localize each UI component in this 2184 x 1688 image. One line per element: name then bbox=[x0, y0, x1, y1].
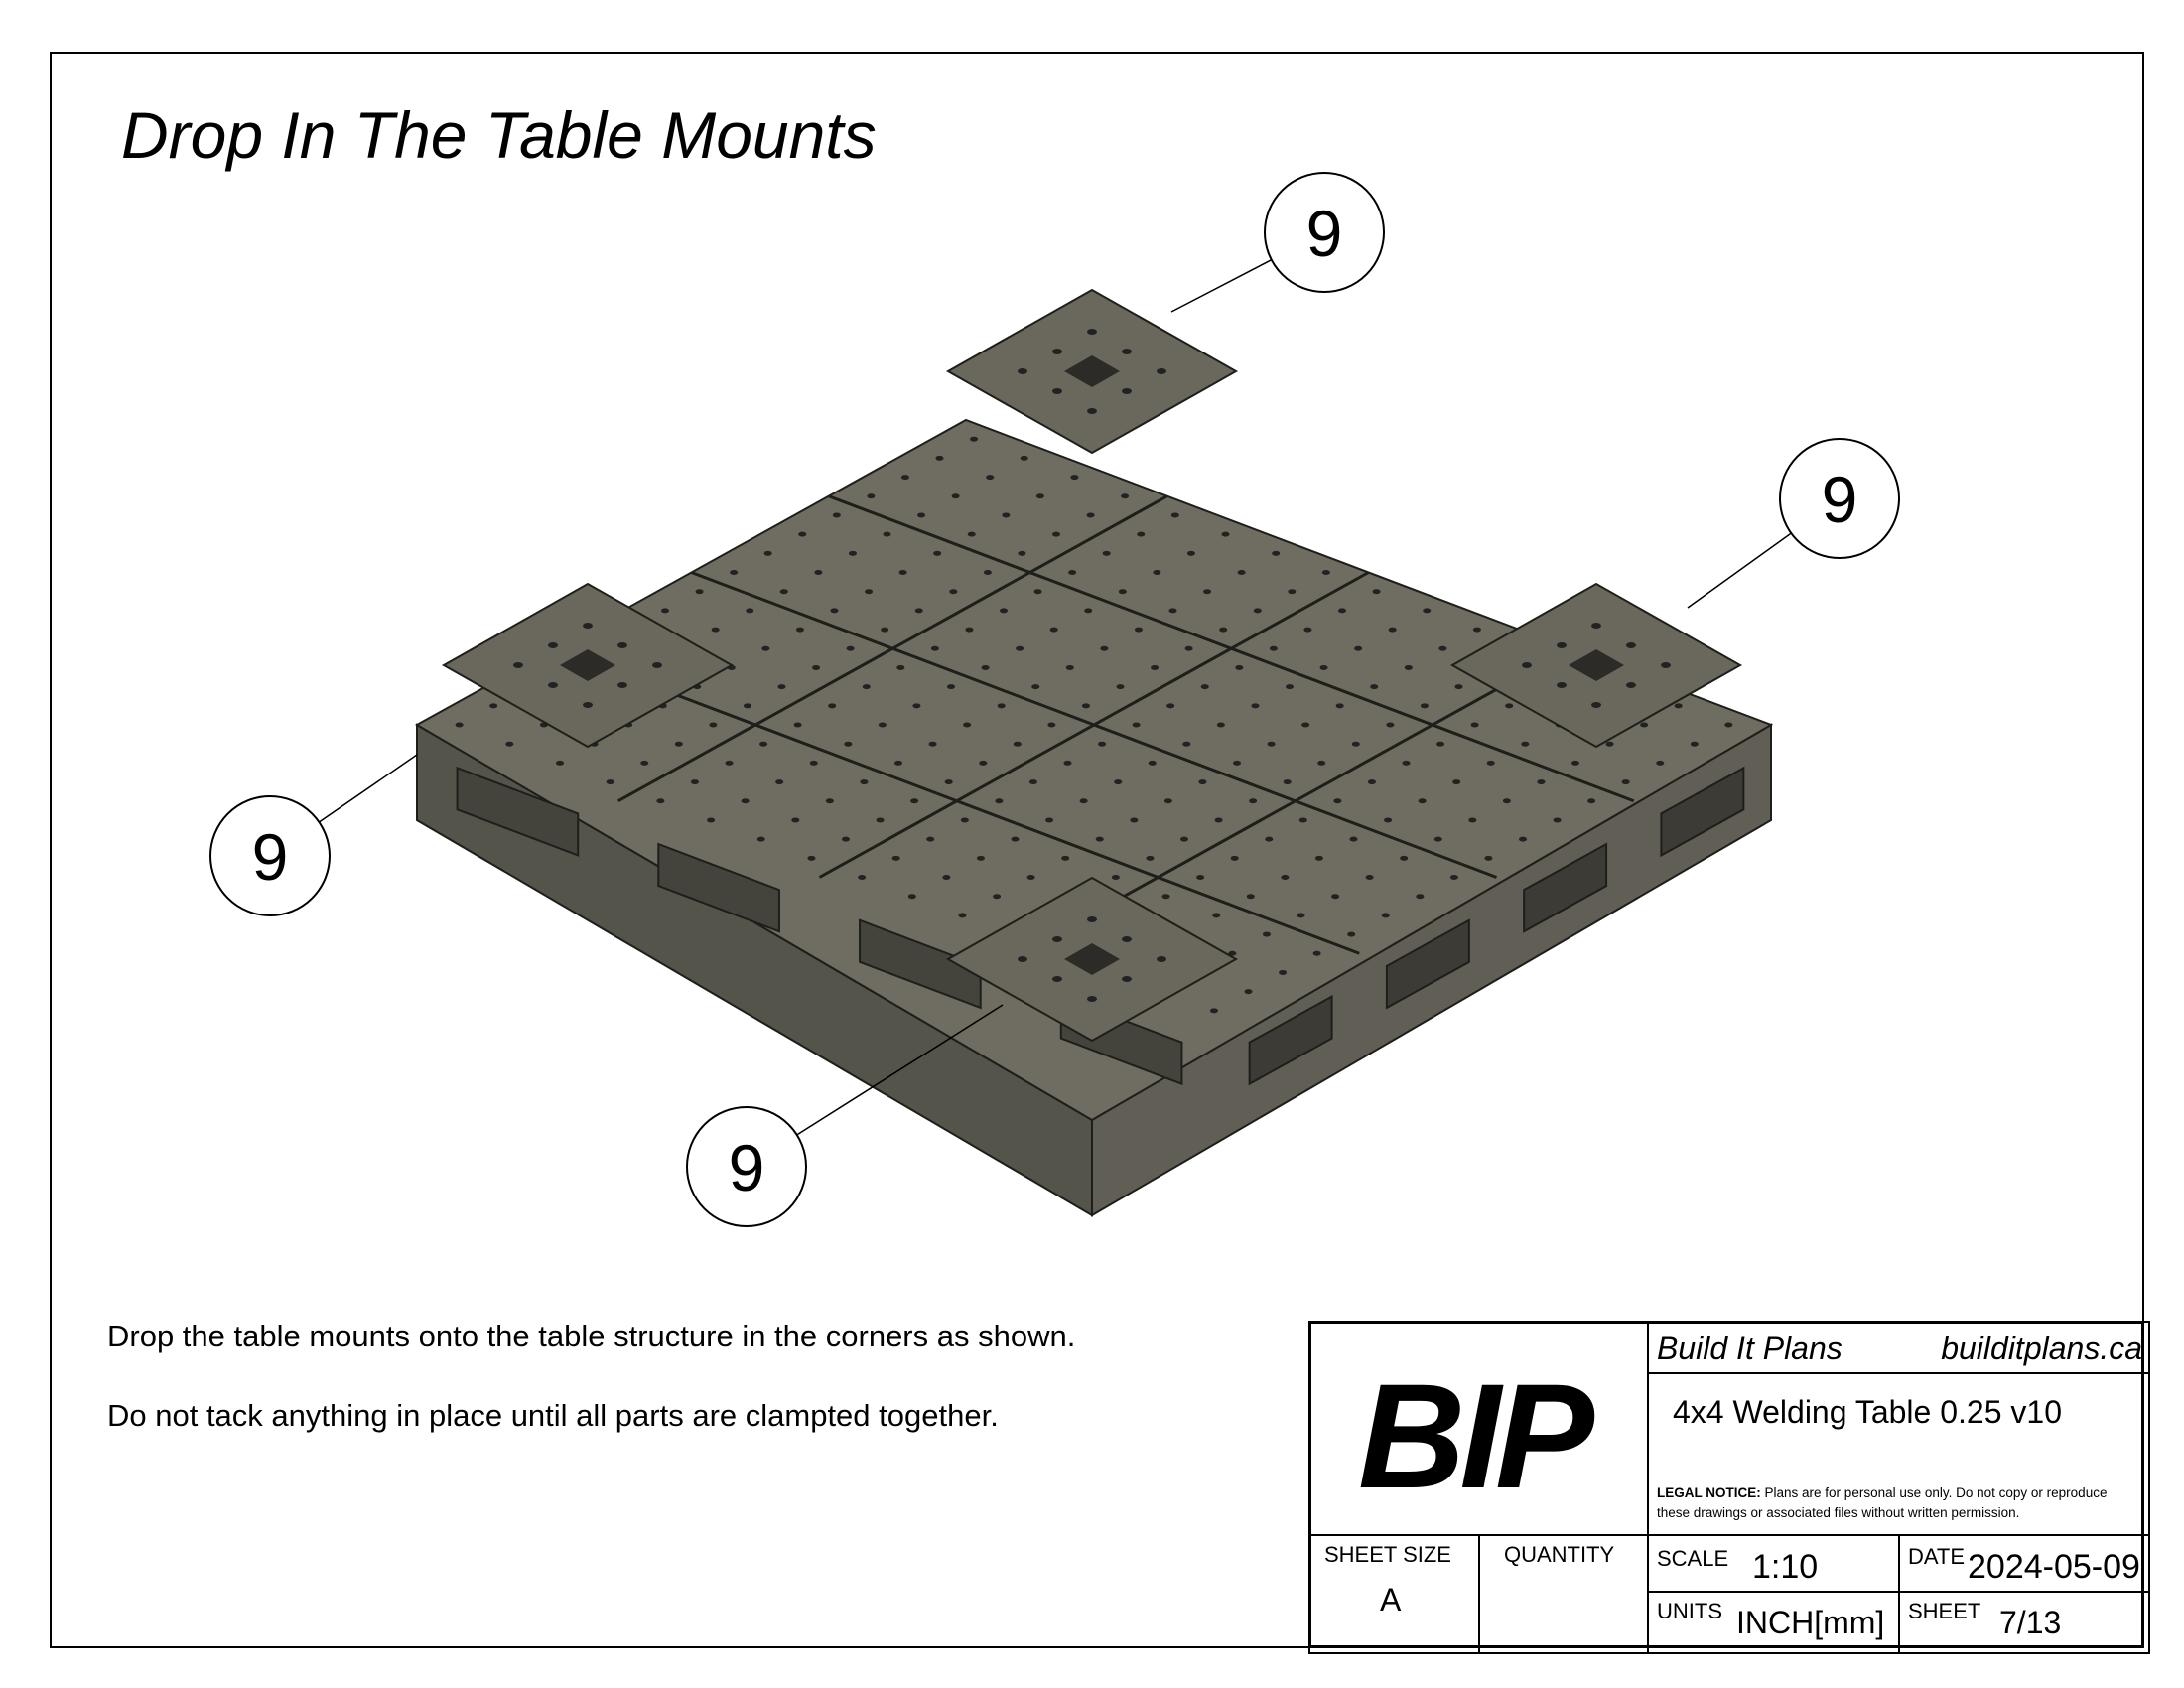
mount-hole bbox=[1591, 702, 1601, 708]
table-hole bbox=[1212, 913, 1220, 917]
table-hole bbox=[1036, 493, 1044, 498]
table-hole bbox=[993, 894, 1001, 899]
table-hole bbox=[1331, 894, 1339, 899]
table-hole bbox=[998, 703, 1006, 708]
table-hole bbox=[1370, 684, 1378, 689]
table-hole bbox=[1297, 913, 1305, 917]
table-hole bbox=[863, 684, 871, 689]
table-hole bbox=[696, 589, 704, 594]
table-hole bbox=[1317, 761, 1325, 766]
table-hole bbox=[780, 589, 788, 594]
table-hole bbox=[1484, 856, 1492, 861]
table-hole bbox=[1288, 589, 1296, 594]
sheet-label: SHEET bbox=[1908, 1599, 1981, 1623]
table-hole bbox=[757, 837, 765, 842]
mount-hole bbox=[1122, 936, 1132, 942]
units-label: UNITS bbox=[1657, 1599, 1722, 1623]
mount-hole bbox=[1052, 936, 1062, 942]
table-hole bbox=[675, 742, 683, 747]
table-hole bbox=[929, 742, 937, 747]
table-hole bbox=[1215, 817, 1223, 822]
table-hole bbox=[945, 779, 953, 784]
table-hole bbox=[1691, 742, 1699, 747]
table-hole bbox=[1571, 761, 1579, 766]
sheet-size-label: SHEET SIZE bbox=[1324, 1542, 1451, 1567]
table-hole bbox=[1012, 837, 1020, 842]
table-hole bbox=[879, 723, 887, 728]
table-hole bbox=[1146, 856, 1154, 861]
table-hole bbox=[1052, 532, 1060, 537]
mount-hole bbox=[1122, 349, 1132, 354]
table-hole bbox=[1675, 703, 1683, 708]
table-hole bbox=[1119, 589, 1127, 594]
table-hole bbox=[1347, 932, 1355, 937]
table-hole bbox=[979, 761, 987, 766]
table-hole bbox=[1096, 837, 1104, 842]
table-hole bbox=[1455, 684, 1463, 689]
table-hole bbox=[968, 532, 976, 537]
table-hole bbox=[1519, 837, 1527, 842]
table-hole bbox=[1656, 761, 1664, 766]
table-hole bbox=[1210, 1008, 1218, 1013]
mount-hole bbox=[1122, 976, 1132, 982]
table-hole bbox=[1640, 723, 1648, 728]
table-hole bbox=[807, 856, 815, 861]
table-hole bbox=[1284, 779, 1292, 784]
mount-hole bbox=[1087, 996, 1097, 1002]
table-hole bbox=[901, 475, 909, 480]
table-hole bbox=[1272, 551, 1280, 556]
table-hole bbox=[1384, 817, 1392, 822]
table-hole bbox=[1350, 837, 1358, 842]
table-hole bbox=[810, 761, 818, 766]
table-hole bbox=[1263, 932, 1271, 937]
table-hole bbox=[775, 779, 783, 784]
table-hole bbox=[1386, 723, 1394, 728]
table-hole bbox=[847, 646, 855, 651]
table-hole bbox=[1405, 665, 1413, 670]
table-hole bbox=[884, 532, 891, 537]
scale-value: 1:10 bbox=[1752, 1548, 1819, 1586]
table-hole bbox=[896, 665, 904, 670]
table-hole bbox=[1014, 742, 1022, 747]
table-hole bbox=[1438, 646, 1446, 651]
table-hole bbox=[607, 779, 614, 784]
sheet-value: 7/13 bbox=[1999, 1605, 2062, 1640]
date-value: 2024-05-09 bbox=[1968, 1548, 2140, 1586]
table-hole bbox=[1436, 742, 1444, 747]
scale-label: SCALE bbox=[1657, 1546, 1729, 1571]
table-hole bbox=[1352, 742, 1360, 747]
table-hole bbox=[995, 798, 1003, 803]
mount-hole bbox=[1157, 368, 1166, 374]
table-hole bbox=[1021, 456, 1028, 461]
table-hole bbox=[908, 894, 916, 899]
table-hole bbox=[1473, 628, 1481, 633]
table-hole bbox=[1421, 703, 1429, 708]
table-hole bbox=[1251, 703, 1259, 708]
table-hole bbox=[791, 817, 799, 822]
table-hole bbox=[828, 703, 836, 708]
table-hole bbox=[661, 608, 669, 613]
mount-hole bbox=[1522, 662, 1532, 668]
table-hole bbox=[1016, 646, 1024, 651]
mount-hole bbox=[1018, 368, 1027, 374]
table-hole bbox=[842, 837, 850, 842]
table-hole bbox=[1018, 551, 1025, 556]
table-hole bbox=[936, 456, 944, 461]
table-hole bbox=[982, 665, 990, 670]
table-hole bbox=[1503, 798, 1511, 803]
table-hole bbox=[1299, 817, 1307, 822]
table-hole bbox=[1029, 779, 1037, 784]
table-hole bbox=[712, 628, 720, 633]
callout-number: 9 bbox=[1821, 463, 1858, 536]
table-hole bbox=[977, 856, 985, 861]
table-hole bbox=[947, 684, 955, 689]
table-hole bbox=[1434, 837, 1442, 842]
table-hole bbox=[709, 723, 717, 728]
table-hole bbox=[1187, 551, 1195, 556]
mount-hole bbox=[1122, 388, 1132, 394]
mount-hole bbox=[617, 642, 627, 648]
table-hole bbox=[1606, 742, 1614, 747]
table-hole bbox=[899, 570, 907, 575]
mount-hole bbox=[1018, 956, 1027, 962]
table-hole bbox=[556, 761, 564, 766]
table-hole bbox=[1137, 532, 1145, 537]
date-label: DATE bbox=[1908, 1544, 1966, 1569]
mount-hole bbox=[1052, 388, 1062, 394]
table-hole bbox=[1587, 798, 1595, 803]
table-hole bbox=[860, 779, 868, 784]
scale-cell bbox=[1647, 1534, 1900, 1593]
table-hole bbox=[1217, 723, 1225, 728]
sheet-cell bbox=[1898, 1591, 2150, 1654]
table-hole bbox=[1487, 761, 1495, 766]
table-hole bbox=[1320, 665, 1328, 670]
table-hole bbox=[1002, 512, 1010, 517]
table-hole bbox=[656, 798, 664, 803]
mount-hole bbox=[1052, 349, 1062, 354]
table-hole bbox=[1286, 684, 1294, 689]
table-hole bbox=[933, 551, 941, 556]
table-hole bbox=[1196, 875, 1204, 880]
table-hole bbox=[1180, 837, 1188, 842]
table-hole bbox=[1249, 798, 1257, 803]
table-hole bbox=[764, 551, 772, 556]
units-value: INCH[mm] bbox=[1736, 1605, 1885, 1640]
table-hole bbox=[984, 570, 992, 575]
table-hole bbox=[1031, 684, 1039, 689]
table-hole bbox=[833, 512, 841, 517]
instruction-1: Drop the table mounts onto the table structure in the corners as shown. bbox=[107, 1319, 1076, 1353]
mount-hole bbox=[1591, 623, 1601, 629]
table-hole bbox=[794, 723, 802, 728]
table-hole bbox=[759, 742, 767, 747]
table-hole bbox=[1373, 589, 1381, 594]
table-hole bbox=[1182, 742, 1190, 747]
table-hole bbox=[931, 646, 939, 651]
table-hole bbox=[1368, 779, 1376, 784]
table-hole bbox=[963, 723, 971, 728]
table-hole bbox=[1050, 628, 1058, 633]
table-hole bbox=[1301, 723, 1309, 728]
table-hole bbox=[1450, 875, 1458, 880]
mount-hole bbox=[652, 662, 662, 668]
table-hole bbox=[640, 761, 648, 766]
table-hole bbox=[1265, 837, 1273, 842]
table-hole bbox=[1027, 875, 1035, 880]
sheet-size-value: A bbox=[1380, 1582, 1402, 1618]
table-hole bbox=[730, 570, 738, 575]
table-hole bbox=[744, 703, 751, 708]
mount-hole bbox=[617, 682, 627, 688]
table-hole bbox=[814, 570, 822, 575]
instruction-2: Do not tack anything in place until all parts are clampted together. bbox=[107, 1398, 999, 1433]
table-hole bbox=[1114, 779, 1122, 784]
table-hole bbox=[505, 742, 513, 747]
table-hole bbox=[1419, 798, 1427, 803]
mount-hole bbox=[1557, 682, 1567, 688]
mount-hole bbox=[1087, 916, 1097, 922]
table-hole bbox=[1389, 628, 1397, 633]
table-hole bbox=[1117, 684, 1125, 689]
quantity-cell bbox=[1478, 1534, 1649, 1654]
table-hole bbox=[1185, 646, 1193, 651]
mount-hole bbox=[583, 623, 593, 629]
table-hole bbox=[1222, 532, 1230, 537]
legal-text: Plans are for personal use only. Do not copy or reproduce these drawings or associated files without written permission. bbox=[1657, 1485, 2108, 1520]
table-hole bbox=[1061, 856, 1069, 861]
table-hole bbox=[942, 875, 950, 880]
mount-hole bbox=[1052, 976, 1062, 982]
table-hole bbox=[867, 493, 875, 498]
table-hole bbox=[1203, 589, 1211, 594]
table-hole bbox=[707, 817, 715, 822]
table-hole bbox=[1162, 894, 1170, 899]
table-hole bbox=[1247, 894, 1255, 899]
date-cell bbox=[1898, 1534, 2150, 1593]
legal-notice bbox=[1657, 1483, 2143, 1523]
company-cell bbox=[1647, 1321, 2150, 1374]
title-block bbox=[1308, 1321, 2144, 1648]
website[interactable]: builditplans.ca bbox=[1941, 1331, 2142, 1366]
table-hole bbox=[1121, 493, 1129, 498]
mount-hole bbox=[1557, 642, 1567, 648]
table-hole bbox=[1169, 608, 1177, 613]
table-hole bbox=[1452, 779, 1460, 784]
table-hole bbox=[726, 761, 734, 766]
table-hole bbox=[1000, 608, 1008, 613]
table-hole bbox=[1087, 512, 1095, 517]
mount-hole bbox=[583, 702, 593, 708]
table-hole bbox=[915, 608, 923, 613]
mount-hole bbox=[1626, 642, 1636, 648]
table-hole bbox=[1084, 608, 1092, 613]
table-hole bbox=[865, 589, 873, 594]
table-hole bbox=[965, 628, 973, 633]
table-hole bbox=[796, 628, 804, 633]
table-hole bbox=[778, 684, 786, 689]
table-hole bbox=[1233, 761, 1241, 766]
table-hole bbox=[489, 703, 497, 708]
table-hole bbox=[917, 512, 925, 517]
drawing-title: 4x4 Welding Table 0.25 v10 bbox=[1673, 1394, 2062, 1430]
table-hole bbox=[1333, 798, 1341, 803]
table-hole bbox=[831, 608, 839, 613]
table-hole bbox=[1322, 570, 1330, 575]
logo-cell bbox=[1308, 1321, 1649, 1536]
table-hole bbox=[1164, 798, 1172, 803]
table-hole bbox=[952, 493, 960, 498]
table-hole bbox=[812, 665, 820, 670]
table-hole bbox=[1238, 570, 1246, 575]
table-hole bbox=[849, 551, 857, 556]
page-title: Drop In The Table Mounts bbox=[121, 98, 877, 172]
callout-number: 9 bbox=[1305, 197, 1343, 270]
mount-hole bbox=[513, 662, 523, 668]
callout-number: 9 bbox=[251, 820, 289, 894]
table-hole bbox=[881, 628, 888, 633]
table-hole bbox=[1338, 608, 1346, 613]
table-hole bbox=[986, 475, 994, 480]
table-hole bbox=[1112, 875, 1120, 880]
table-hole bbox=[1354, 646, 1362, 651]
table-hole bbox=[1149, 761, 1157, 766]
units-cell bbox=[1647, 1591, 1900, 1654]
table-hole bbox=[1471, 723, 1479, 728]
table-hole bbox=[1100, 646, 1108, 651]
table-hole bbox=[1245, 989, 1253, 994]
table-hole bbox=[1103, 551, 1111, 556]
table-hole bbox=[1521, 742, 1529, 747]
table-hole bbox=[1219, 628, 1227, 633]
table-hole bbox=[949, 589, 957, 594]
table-hole bbox=[1281, 875, 1289, 880]
legal-label: LEGAL NOTICE: bbox=[1657, 1485, 1761, 1500]
table-hole bbox=[1130, 817, 1138, 822]
table-hole bbox=[844, 742, 852, 747]
table-hole bbox=[910, 798, 918, 803]
table-hole bbox=[1268, 742, 1276, 747]
table-hole bbox=[1231, 856, 1239, 861]
table-hole bbox=[761, 646, 769, 651]
mount-hole bbox=[1661, 662, 1671, 668]
table-hole bbox=[1315, 856, 1323, 861]
table-hole bbox=[798, 532, 806, 537]
company-name: Build It Plans bbox=[1657, 1331, 1843, 1366]
mount-hole bbox=[1087, 329, 1097, 335]
mount-hole bbox=[1626, 682, 1636, 688]
table-hole bbox=[1082, 703, 1090, 708]
table-hole bbox=[1279, 970, 1287, 975]
bip-logo: BIP bbox=[1358, 1352, 1589, 1519]
table-hole bbox=[961, 817, 969, 822]
table-hole bbox=[1270, 646, 1278, 651]
mount-hole bbox=[1157, 956, 1166, 962]
table-hole bbox=[1724, 723, 1732, 728]
table-hole bbox=[1201, 684, 1209, 689]
table-hole bbox=[826, 798, 834, 803]
callout-number: 9 bbox=[728, 1131, 765, 1204]
table-hole bbox=[912, 703, 920, 708]
table-hole bbox=[1468, 817, 1476, 822]
table-hole bbox=[1235, 665, 1243, 670]
mount-hole bbox=[1087, 408, 1097, 414]
table-hole bbox=[1135, 628, 1143, 633]
table-hole bbox=[1382, 913, 1390, 917]
table-hole bbox=[746, 608, 753, 613]
table-hole bbox=[1313, 951, 1321, 956]
table-hole bbox=[1366, 875, 1374, 880]
table-hole bbox=[1254, 608, 1262, 613]
table-hole bbox=[1098, 742, 1106, 747]
table-hole bbox=[742, 798, 750, 803]
table-hole bbox=[1047, 723, 1055, 728]
table-hole bbox=[1622, 779, 1630, 784]
table-hole bbox=[1336, 703, 1344, 708]
table-hole bbox=[1554, 817, 1562, 822]
table-hole bbox=[892, 856, 900, 861]
table-hole bbox=[877, 817, 885, 822]
table-hole bbox=[858, 875, 866, 880]
table-hole bbox=[1400, 856, 1408, 861]
drawing-title-cell bbox=[1647, 1372, 2150, 1536]
table-hole bbox=[1505, 703, 1513, 708]
table-hole bbox=[1064, 761, 1072, 766]
table-hole bbox=[1151, 665, 1159, 670]
table-hole bbox=[1080, 798, 1088, 803]
table-hole bbox=[1403, 761, 1411, 766]
table-hole bbox=[1133, 723, 1141, 728]
mount-hole bbox=[548, 682, 558, 688]
table-hole bbox=[1198, 779, 1206, 784]
table-hole bbox=[1423, 608, 1431, 613]
table-hole bbox=[1068, 570, 1076, 575]
table-hole bbox=[1416, 894, 1424, 899]
table-hole bbox=[959, 913, 967, 917]
table-hole bbox=[1070, 475, 1078, 480]
table-hole bbox=[456, 723, 464, 728]
table-hole bbox=[1045, 817, 1053, 822]
table-hole bbox=[1166, 703, 1174, 708]
table-hole bbox=[1034, 589, 1042, 594]
table-hole bbox=[894, 761, 902, 766]
table-hole bbox=[1066, 665, 1074, 670]
table-hole bbox=[1303, 628, 1311, 633]
table-hole bbox=[1153, 570, 1160, 575]
table-hole bbox=[970, 437, 978, 442]
mount-hole bbox=[548, 642, 558, 648]
sheet-size-cell bbox=[1308, 1534, 1480, 1654]
table-hole bbox=[691, 779, 699, 784]
table-hole bbox=[1171, 512, 1179, 517]
table-hole bbox=[1537, 779, 1545, 784]
table-hole bbox=[926, 837, 934, 842]
quantity-label: QUANTITY bbox=[1504, 1542, 1615, 1567]
